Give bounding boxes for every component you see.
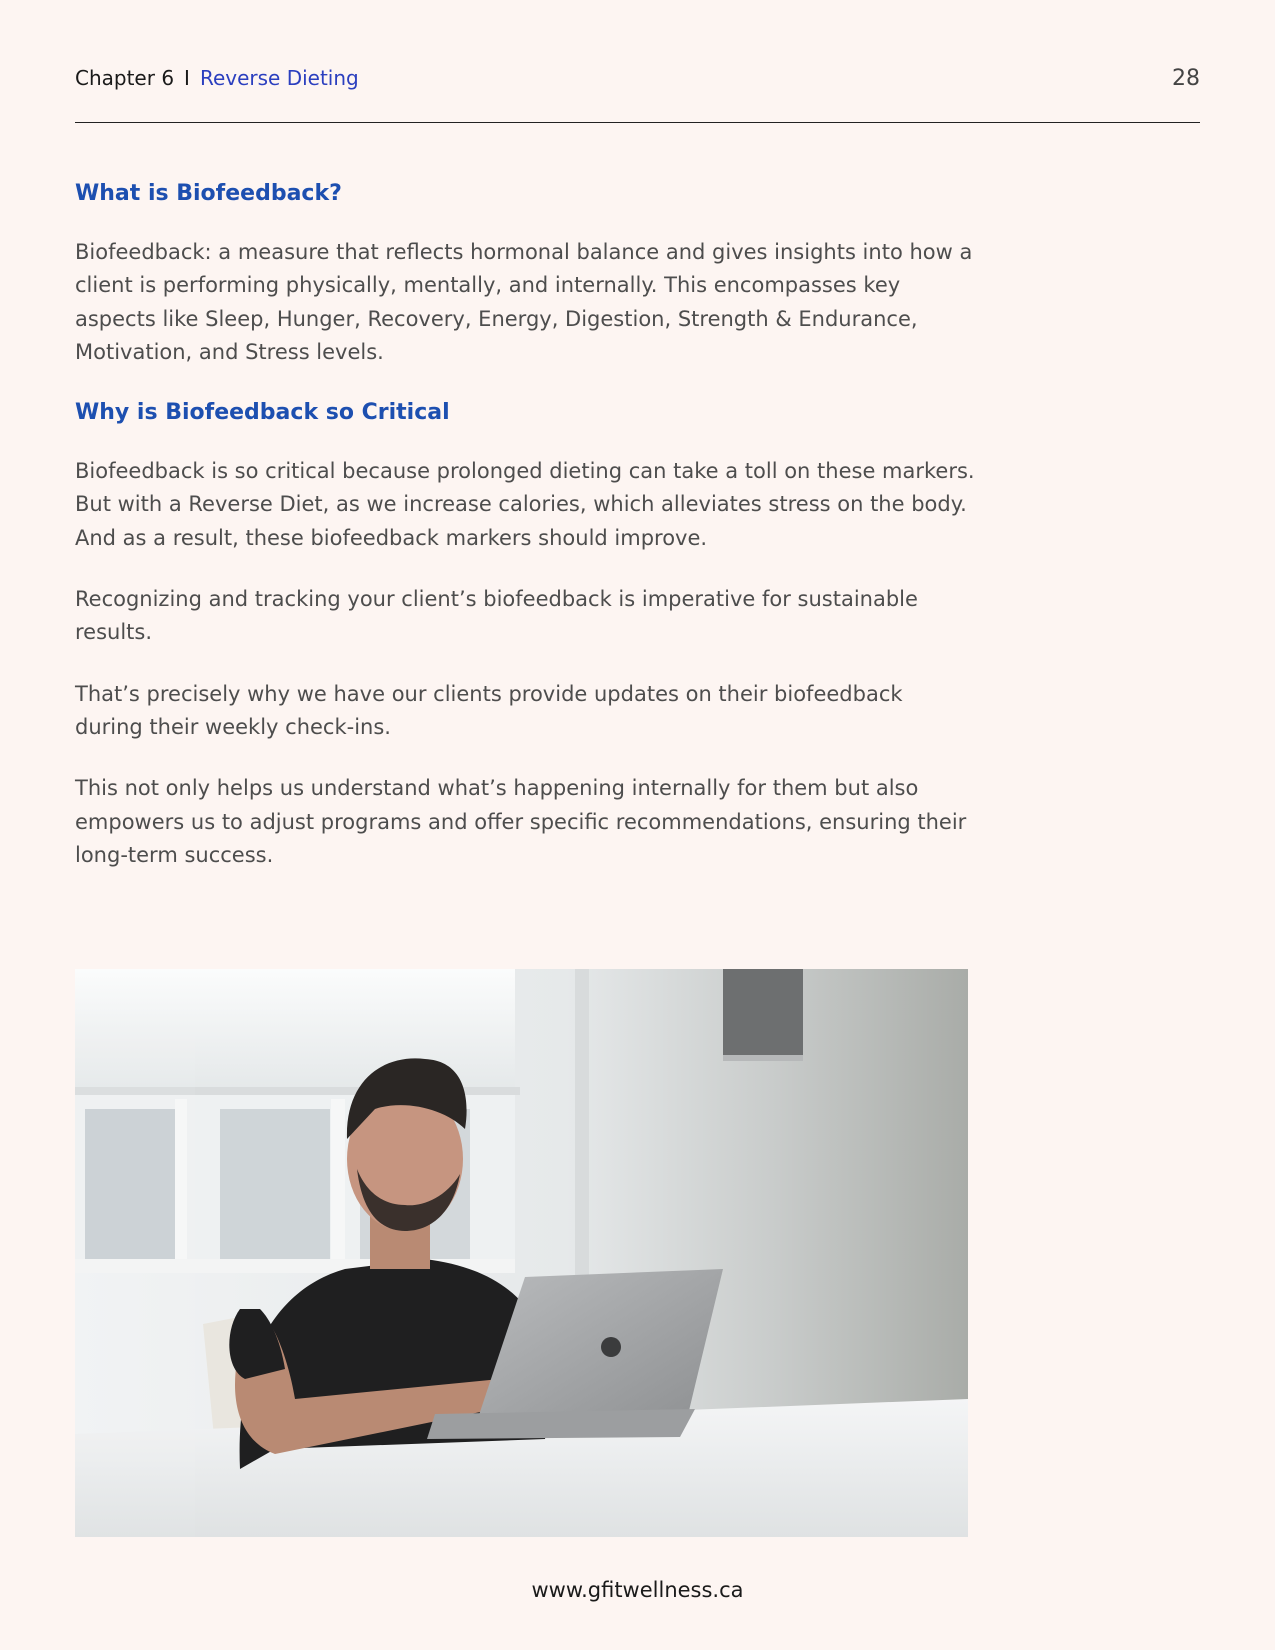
paragraph-why-1: Biofeedback is so critical because prolonged dieting can take a toll on these markers. But with a Reverse Diet, as we increase calories, which alleviates stress on the body. And as a result, these biofeedback markers should improve. <box>75 459 975 550</box>
paragraph-why-2: Recognizing and tracking your client’s biofeedback is imperative for sustainable results. <box>75 587 918 645</box>
photo-man-working-on-laptop <box>75 969 968 1537</box>
page-number: 28 <box>1172 65 1200 91</box>
chapter-number: Chapter 6 <box>75 66 175 90</box>
footer-url: www.gfitwellness.ca <box>531 1578 744 1602</box>
section-heading-why-critical: Why is Biofeedback so Critical <box>75 400 450 426</box>
chapter-separator: I <box>184 66 190 90</box>
paragraph-why-4: This not only helps us understand what’s happening internally for them but also empowers us to adjust programs and offer specific recommendations, ensuring their long-term success. <box>75 776 967 867</box>
main-content <box>75 178 975 872</box>
chapter-label <box>75 66 359 90</box>
page-header <box>75 58 1200 98</box>
section-heading-what-is-biofeedback: What is Biofeedback? <box>75 181 342 206</box>
chapter-title: Reverse Dieting <box>199 66 359 90</box>
paragraph-definition: Biofeedback: a measure that reflects hormonal balance and gives insights into how a client is performing physically, mentally, and internally. This encompasses key aspects like Sleep, Hunger, Recovery, Energy, Digestion, Strength & Endurance, Motivation, and Stress levels. <box>75 240 973 364</box>
header-divider <box>75 122 1200 123</box>
paragraph-why-3: That’s precisely why we have our clients provide updates on their biofeedback during their weekly check-ins. <box>75 681 903 739</box>
